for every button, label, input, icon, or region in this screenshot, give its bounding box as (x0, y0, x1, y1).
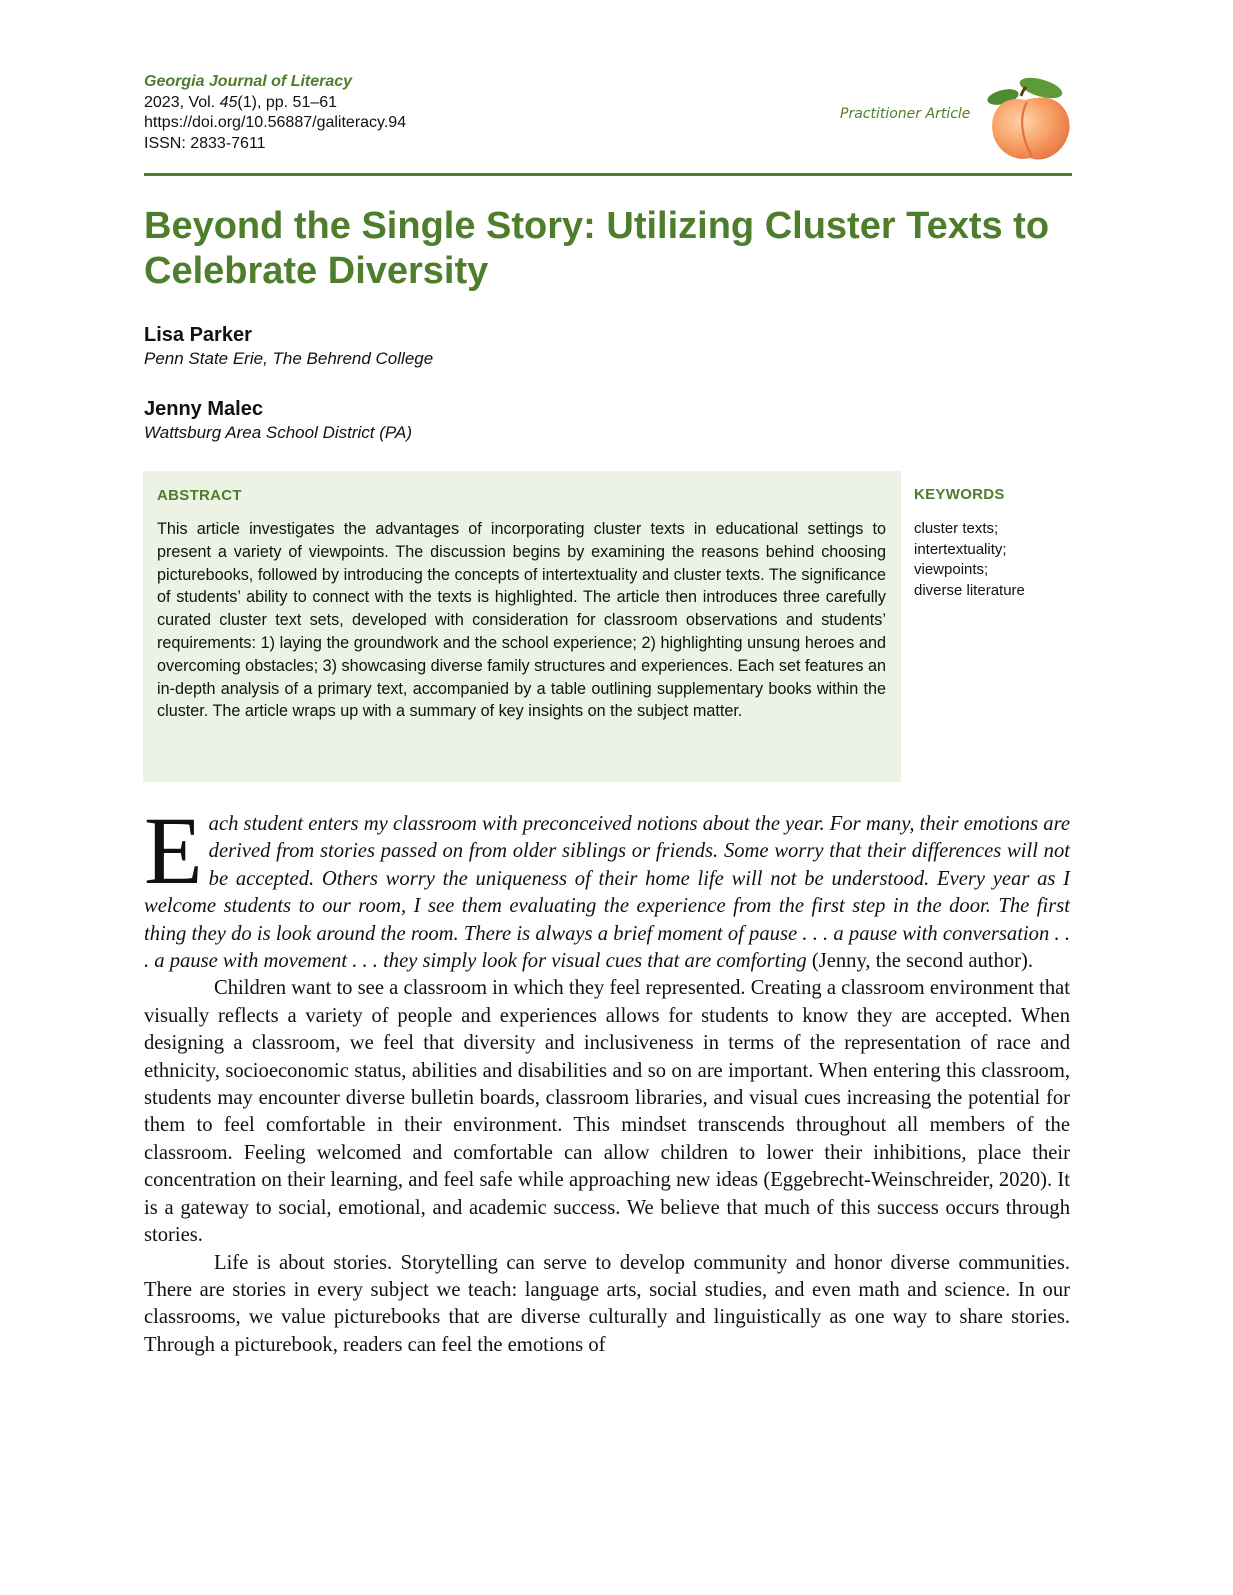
abstract-box (143, 471, 901, 782)
author-name: Lisa Parker (144, 324, 252, 346)
author-name: Jenny Malec (144, 398, 263, 420)
issn: ISSN: 2833-7611 (144, 134, 266, 152)
vignette-attribution: (Jenny, the second author). (806, 950, 1033, 973)
article-body (144, 797, 1070, 1359)
author-affiliation: Wattsburg Area School District (PA) (144, 423, 412, 442)
volume-info: 2023, Vol. 45(1), pp. 51–61 (144, 93, 338, 111)
body-paragraph: Children want to see a classroom in which they feel represented. Creating a classroom environment that visually reflects a variety of people and experiences allows for students to know they are accepted. When designing a classroom, we feel that diversity and inclusiveness in terms of the representation of race and ethnicity, socioeconomic status, abilities and disabilities and so on are important. When entering this classroom, students may encounter diverse bulletin boards, classroom libraries, and visual cues increasing the potential for them to feel comfortable in their environment. This mindset transcends throughout all members of the classroom. Feeling welcomed and comfortable can allow children to lower their inhibitions, place their concentration on their learning, and feel safe while approaching new ideas (Eggebrecht-Weinschreider, 2020). It is a gateway to social, emotional, and academic success. We believe that much of this success occurs through stories. (144, 977, 1070, 1247)
body-paragraph: Life is about stories. Storytelling can serve to develop community and honor diverse communities. There are stories in every subject we teach: language arts, social studies, and even math and science. In our classrooms, we value picturebooks that are diverse culturally and linguistically as one way to share stories. Through a picturebook, readers can feel the emotions of (144, 1251, 1070, 1356)
peach-icon (985, 76, 1075, 166)
keyword-item: diverse literature (914, 581, 1025, 599)
doi-link[interactable]: https://doi.org/10.56887/galiteracy.94 (144, 114, 407, 131)
article-title: Beyond the Single Story: Utilizing Cluster Texts to Celebrate Diversity (144, 205, 1050, 292)
keywords-heading: KEYWORDS (914, 486, 1005, 503)
journal-name[interactable]: Georgia Journal of Literacy (144, 73, 353, 90)
abstract-heading: ABSTRACT (157, 487, 242, 504)
opening-vignette: ach student enters my classroom with preconceived notions about the year. For many, their emotions are derived from stories passed on from older siblings or friends. Some worry that their differences will not be accepted. Others worry the uniqueness of their home life will not be understood. Every year as I welcome students to our room, I see them evaluating the experience from the first step in the door. The first thing they do is look around the room. There is always a brief moment of pause . . . a pause with conversation . . . a pause with movement . . . they simply look for visual cues that are comforting (144, 813, 1070, 973)
author-1 (144, 323, 433, 371)
header-divider (144, 173, 1072, 176)
keyword-item: viewpoints; (914, 561, 989, 578)
author-2 (144, 397, 412, 445)
keyword-item: intertextuality; (914, 540, 1007, 558)
keywords-list (914, 519, 1074, 601)
body-paragraph (144, 797, 1070, 975)
article-type-label: Practitioner Article (840, 106, 971, 122)
abstract-text: This article investigates the advantages of incorporating cluster texts in educational settings to present a variety of viewpoints. The discussion begins by examining the reasons behind choosing picturebooks, followed by introducing the concepts of intertextuality and cluster texts. The significance of students’ ability to connect with the texts is highlighted. The article then introduces three carefully curated cluster text sets, developed with consideration for classroom observations and students’ requirements: 1) laying the groundwork and the school experience; 2) highlighting unsung heroes and overcoming obstacles; 3) showcasing diverse family structures and experiences. Each set features an in-depth analysis of a primary text, accompanied by a table outlining supplementary books within the cluster. The article wraps up with a summary of key insights on the subject matter. (157, 520, 886, 721)
keywords-section (914, 486, 1074, 601)
journal-info (144, 72, 664, 154)
drop-cap: E (144, 797, 203, 904)
author-affiliation: Penn State Erie, The Behrend College (144, 349, 434, 368)
keyword-item: cluster texts; (914, 520, 999, 537)
